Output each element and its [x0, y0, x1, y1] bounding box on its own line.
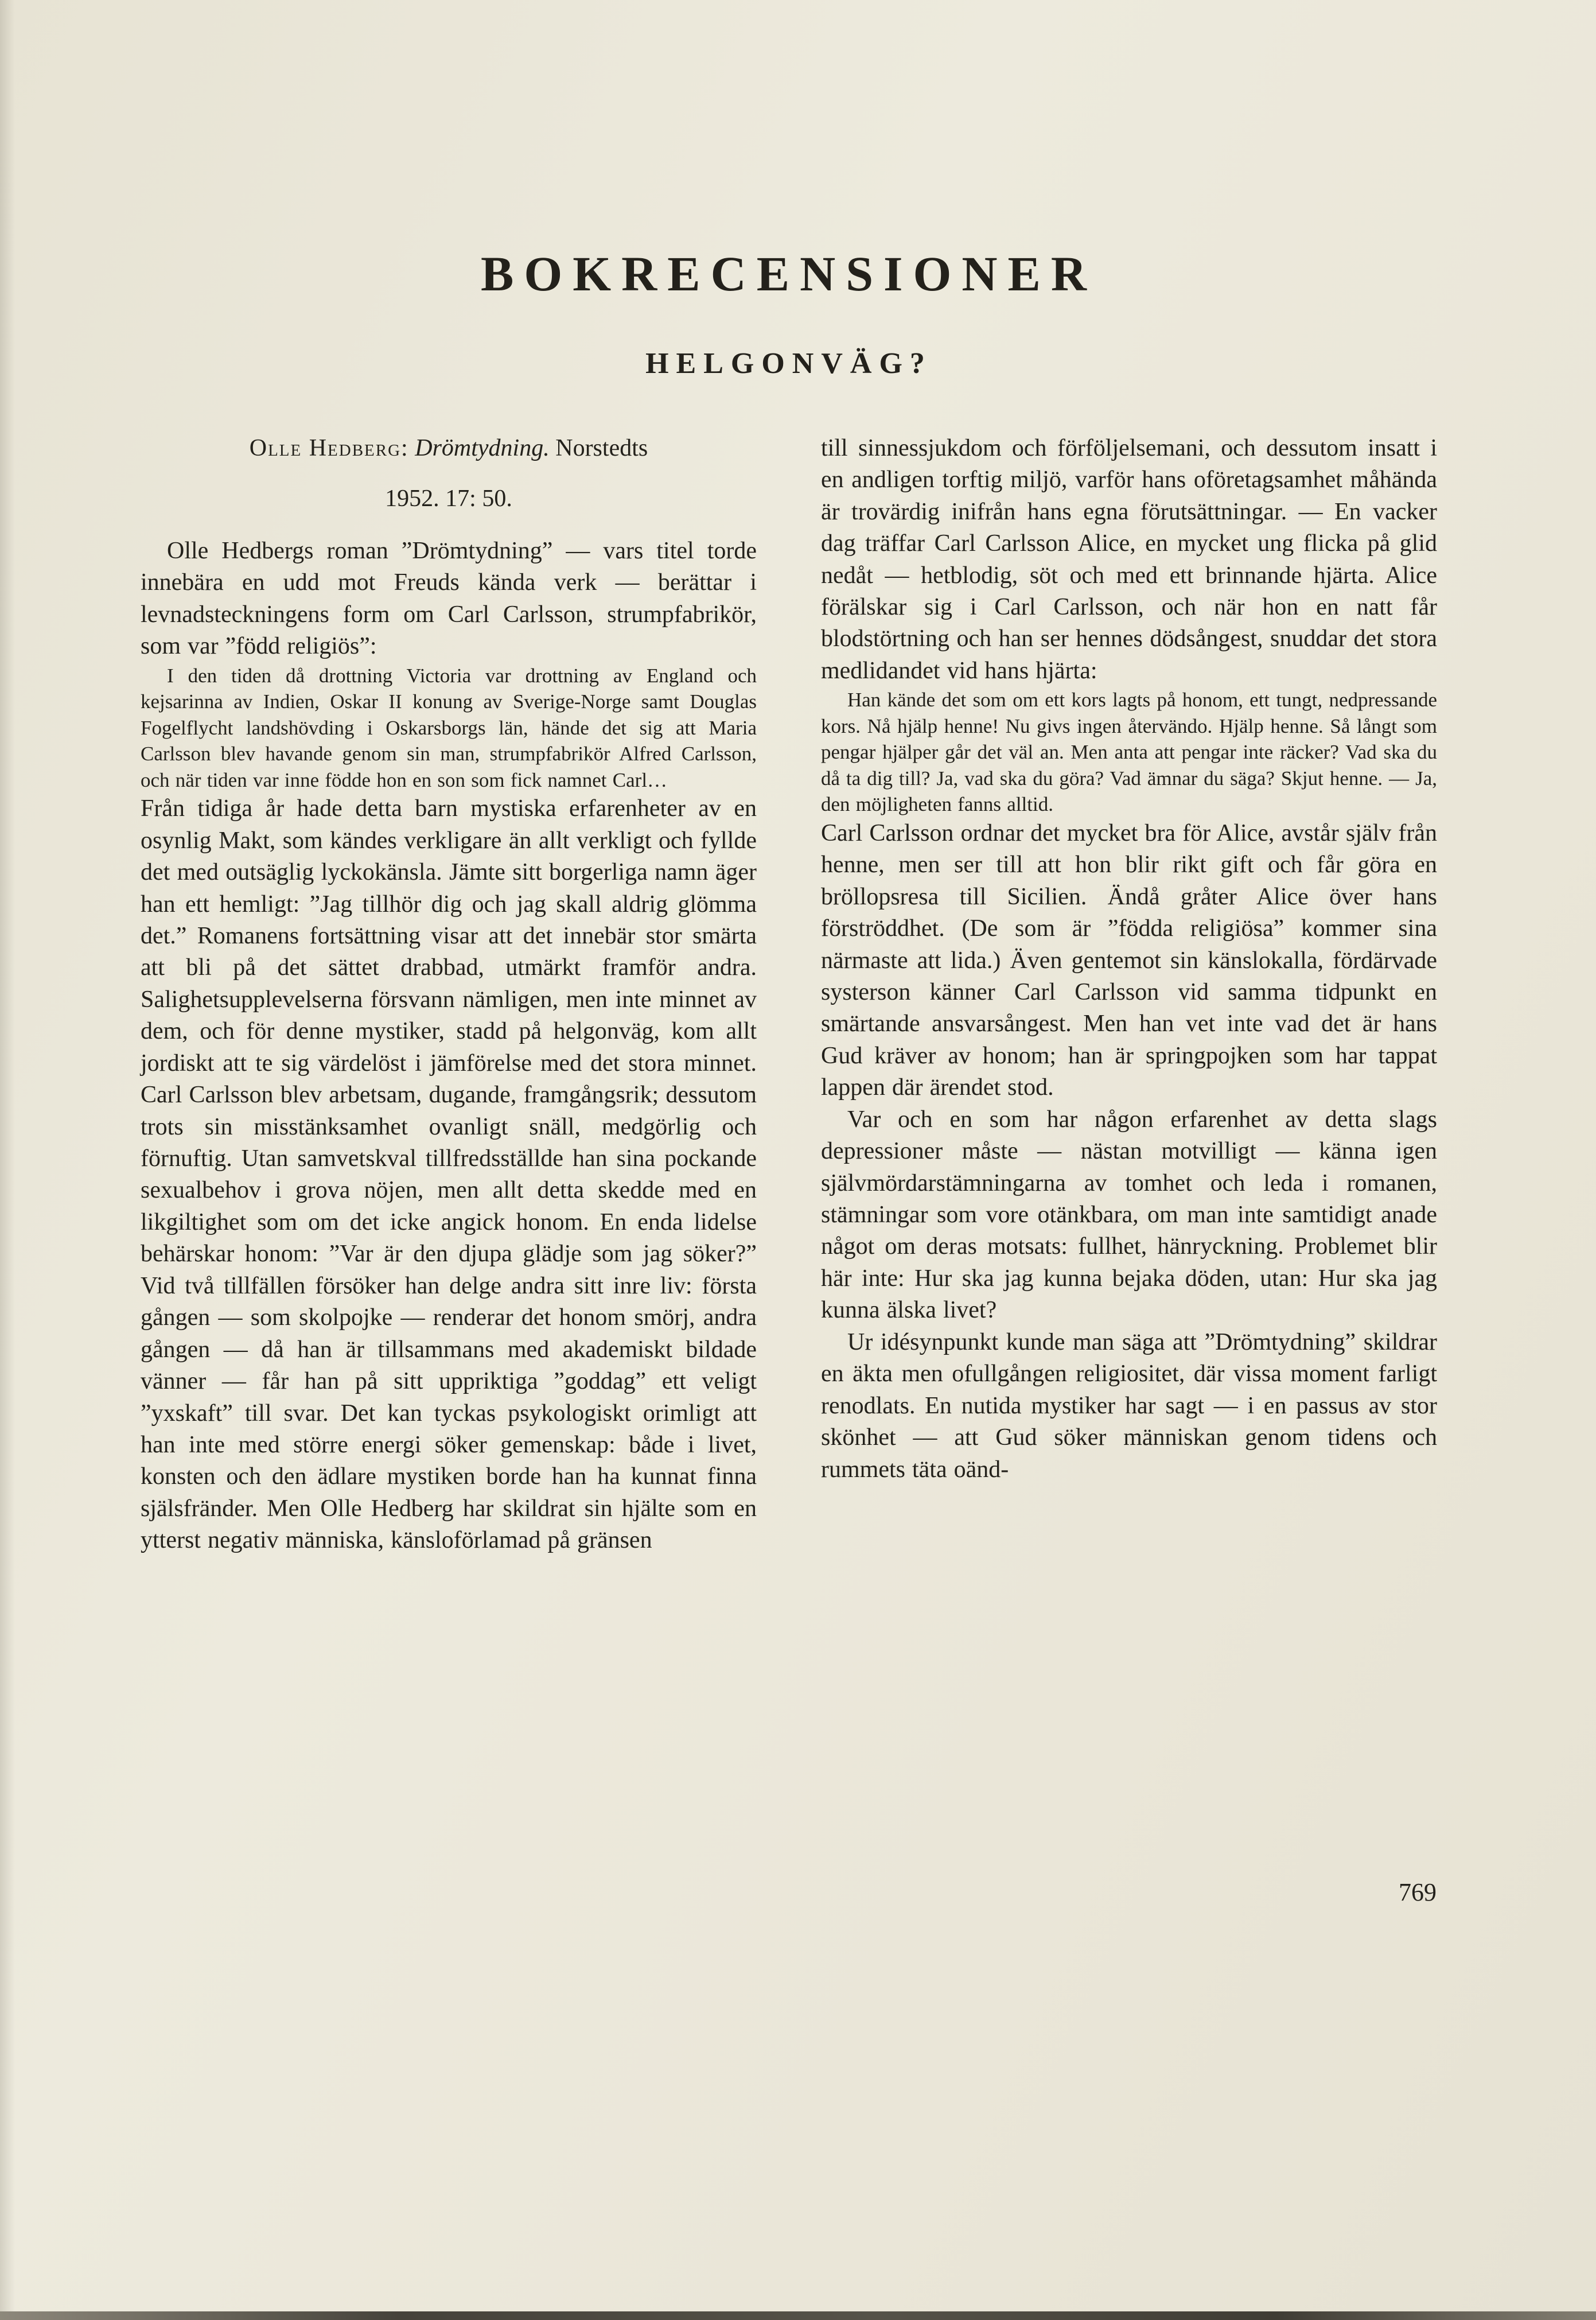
two-column-layout: [141, 433, 1437, 1557]
paragraph-depressions: Var och en som har någon erfarenhet av detta slags depressioner måste — nästan motvilligt — känna igen självmördarstämningarna av tomhet och leda i romanen, stämningar som vore otänkbara, om man inte samtidigt anade något om deras motsats: fullhet, hänryckning. Problemet blir här inte: Hur ska jag kunna bejaka döden, utan: Hur ska jag kunna älska livet?: [821, 1106, 1437, 1324]
section-title: BOKRECENSIONER: [481, 246, 1097, 301]
page-number: 769: [1399, 1878, 1437, 1906]
paragraph-body: Från tidiga år hade detta barn mystiska erfarenheter av en osynlig Makt, som kändes verkligare än allt verkligt och fyllde det med outsäglig lyckokänsla. Jämte sitt borgerliga namn äger han ett hemligt: ”Jag tillhör dig och jag skall aldrig glömma det.” Romanens fortsättning visar att det innebär stor smärta att bli på det sättet drabbad, utmärkt framför andra. Salighetsupplevelserna försvann nämligen, men inte minnet av dem, och för denne mystiker, stadd på helgonväg, kom allt jordiskt att te sig värdelöst i jämförelse med det stora minnet. Carl Carlsson blev arbetsam, dugande, framgångsrik; dessutom trots sin misstänksamhet ovanligt snäll, medgörlig och förnuftig. Utan samvetskval tillfredsställde han sina pockande sexualbehov i grova nöjen, men allt detta skedde med en likgiltighet som om det icke angick honom. En enda lidelse behärskar honom: ”Var är den djupa glädje som jag söker?” Vid två tillfällen försöker han delge andra sitt inre liv: första gången — som skolpojke — renderar det honom smörj, andra gången — då han är tillsammans med akademiskt bildade vänner — får han på sitt uppriktiga ”goddag” ett veligt ”yxskaft” till svar. Det kan tyckas psykologiskt orimligt att han inte med större energi söker gemenskap: både i livet, konsten och den ädlare mystiken borde han ha kunnat finna själsfränder. Men Olle Hedberg har skildrat sin hjälte som en ytterst negativ människa, känsloförlamad på gränsen: [141, 795, 757, 1554]
paragraph-intro: Olle Hedbergs roman ”Drömtydning” — vars titel torde innebära en udd mot Freuds kända verk — berättar i levnadsteckningens form om Carl Carlsson, strumpfabrikör, som var ”född religiös”:: [141, 537, 757, 660]
page-left-edge-shadow: [0, 0, 15, 2320]
citation-publisher: Norstedts: [555, 434, 648, 461]
page-bottom-edge-shadow: [0, 2311, 1596, 2320]
citation-year-price: 1952. 17: 50.: [385, 485, 512, 512]
paragraph-idea: Ur idésynpunkt kunde man säga att ”Drömtydning” skildrar en äkta men ofullgången religiositet, där vissa moment farligt renodlats. En nutida mystiker har sagt — i en passus av stor skönhet — att Gud söker människan genom tidens och rummets täta oänd-: [821, 1328, 1437, 1483]
quote-block-birth: I den tiden då drottning Victoria var drottning av England och kejsarinna av Indien, Oskar II konung av Sverige-Norge samt Douglas Fogelflycht landshövding i Oskarsborgs län, hände det sig att Maria Carlsson blev havande genom sin man, strumpfabrikör Alfred Carlsson, och när tiden var inne födde hon en son som fick namnet Carl…: [141, 664, 757, 791]
citation-work-title: Drömtydning.: [415, 434, 550, 461]
left-column: [141, 433, 757, 1557]
article-title: HELGONVÄG?: [645, 347, 932, 380]
right-column: [821, 433, 1437, 1557]
quote-block-kors: Han kände det som om ett kors lagts på honom, ett tungt, nedpressande kors. Nå hjälp henne! Nu givs ingen återvändo. Hjälp henne. Så långt som pengar hjälper går det väl an. Men anta att pengar inte räcker? Vad ska du då ta dig till? Ja, vad ska du göra? Vad ämnar du säga? Skjut henne. — Ja, den möjligheten fanns alltid.: [821, 689, 1437, 816]
citation-author: Olle Hedberg:: [249, 434, 409, 461]
paragraph-continuation: till sinnessjukdom och förföljelsemani, och dessutom insatt i en andligen torftig miljö, varför hans oföretagsamhet måhända är trovärdig inifrån hans egna förutsättningar. — En vacker dag träffar Carl Carlsson Alice, en mycket ung flicka på glid nedåt — hetblodig, söt och med ett brinnande hjärta. Alice förälskar sig i Carl Carlsson, och när hon en natt får blodstörtning och han ser hennes dödsångest, snuddar det stora medlidandet vid hans hjärta:: [821, 434, 1437, 684]
citation-line: [141, 433, 757, 464]
paragraph-alice: Carl Carlsson ordnar det mycket bra för Alice, avstår själv från henne, men ser till att hon blir rikt gift och får göra en bröllopsresa till Sicilien. Ändå gråter Alice över hans förströddhet. (De som är ”födda religiösa” kommer sina närmaste att lida.) Även gentemot sin känslokalla, fördärvade systerson känner Carl Carlsson vid samma tidpunkt en smärtande ansvarsångest. Men han vet inte vad det är hans Gud kräver av honom; han är springpojken som har tappat lappen där ärendet stod.: [821, 819, 1437, 1101]
page-content: [141, 247, 1437, 1557]
